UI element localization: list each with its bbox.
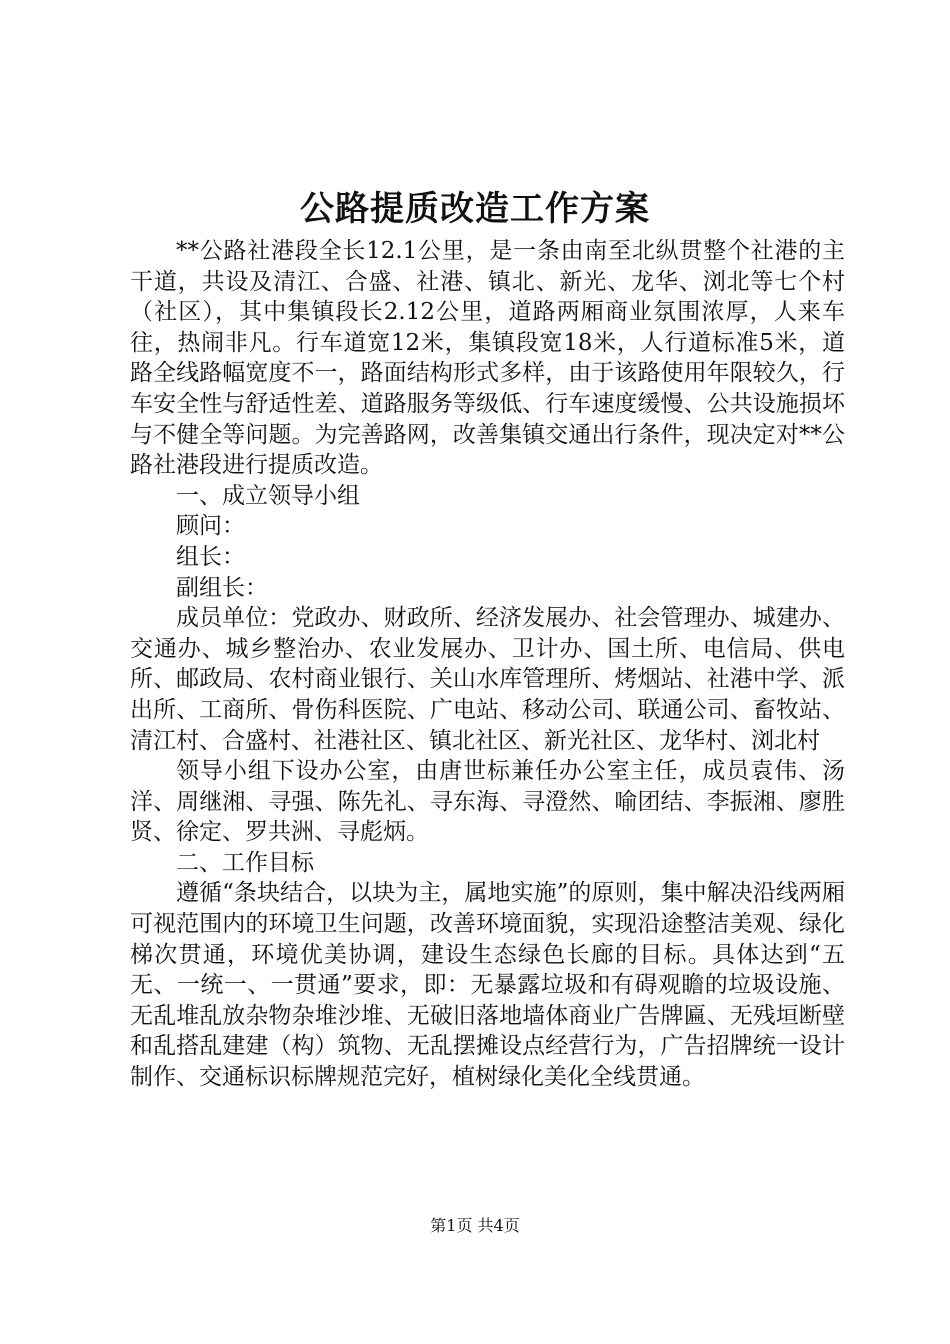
- page-number-footer: 第1页 共4页: [430, 1216, 520, 1235]
- document-body: [130, 236, 845, 1093]
- office-paragraph: 领导小组下设办公室，由唐世标兼任办公室主任，成员袁伟、汤洋、周继湘、寻强、陈先礼、寻东海、寻澄然、喻团结、李振湘、廖胜贤、徐定、罗共洲、寻彪炳。: [130, 758, 845, 846]
- advisor-line: 顾问：: [176, 513, 245, 540]
- section-heading-leadership: 一、成立领导小组: [176, 482, 360, 509]
- deputy-leader-line: 副组长：: [176, 574, 268, 601]
- member-units-paragraph: 成员单位：党政办、财政所、经济发展办、社会管理办、城建办、交通办、城乡整治办、农业发展办、卫计办、国土所、电信局、供电所、邮政局、农村商业银行、关山水库管理所、烤烟站、社港中学、派出所、工商所、骨伤科医院、广电站、移动公司、联通公司、畜牧站、清江村、合盛村、社港社区、镇北社区、新光社区、龙华村、浏北村: [130, 605, 845, 754]
- leader-line: 组长：: [176, 543, 245, 570]
- section-heading-goals: 二、工作目标: [176, 849, 314, 876]
- document-title: 公路提质改造工作方案: [300, 189, 650, 229]
- goals-paragraph: 遵循“条块结合，以块为主，属地实施”的原则，集中解决沿线两厢可视范围内的环境卫生问题，改善环境面貌，实现沿途整洁美观、绿化梯次贯通，环境优美协调，建设生态绿色长廊的目标。具体达到“五无、一统一、一贯通”要求，即：无暴露垃圾和有碍观瞻的垃圾设施、无乱堆乱放杂物杂堆沙堆、无破旧落地墙体商业广告牌匾、无残垣断壁和乱搭乱建建（构）筑物、无乱摆摊设点经营行为，广告招牌统一设计制作、交通标识标牌规范完好，植树绿化美化全线贯通。: [130, 880, 845, 1091]
- intro-paragraph: **公路社港段全长12.1公里，是一条由南至北纵贯整个社港的主干道，共设及清江、合盛、社港、镇北、新光、龙华、浏北等七个村（社区），其中集镇段长2.12公里，道路两厢商业氛围浓厚，人来车往，热闹非凡。行车道宽12米，集镇段宽18米，人行道标准5米，道路全线路幅宽度不一，路面结构形式多样，由于该路使用年限较久，行车安全性与舒适性差、道路服务等级低、行车速度缓慢、公共设施损坏与不健全等问题。为完善路网，改善集镇交通出行条件，现决定对**公路社港段进行提质改造。: [130, 238, 845, 479]
